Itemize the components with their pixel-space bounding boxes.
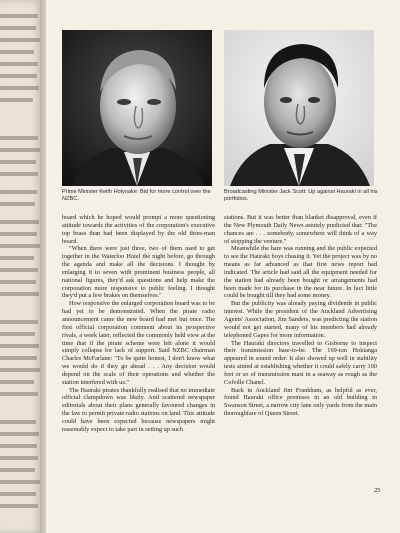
photo-caption-left: Prime Minister Keith Holyoake: Bid for more control over the NZBC. bbox=[62, 189, 211, 202]
paragraph: Meanwhile the hare was running and the public expected to see the Hauraki boys chasing it. Yet the project was by no means as far advanced as that first news report had indicated. The article had said all the equipment needed for the station had already been bought or arrangements had been made for its purchase in the near future. In fact little could be bought till they had some money. bbox=[224, 245, 377, 300]
article-column-left bbox=[62, 214, 215, 434]
photo-caption-right: Broadcasting Minister Jack Scott: Up against Hauraki in all his portfolios. bbox=[224, 189, 378, 202]
photo-keith-holyoake bbox=[62, 30, 212, 186]
book-page bbox=[46, 0, 400, 533]
paragraph: board which he hoped would prompt a more questioning attitude towards the activities of the corporation's executive top brass than had been displayed by the old three-man board. bbox=[62, 214, 215, 245]
paragraph: But the publicity was already paying dividends in public interest. While the president of the Auckland Advertising Agents' Association, Jim Sanders, was predicting the station would not get started, many of his members had already telephoned Gapes for more information. bbox=[224, 300, 377, 339]
paragraph: stations. But it was better than blanket disapproval, even if the New Plymouth Daily News astutely predicted that: "The chances are . . . somebody, somewhere will think of a way of stopping the venture." bbox=[224, 214, 377, 245]
facing-page bbox=[0, 0, 44, 533]
paragraph: "When there were just three, two of them used to get together in the Waterloo Hotel the night before, go through the agenda and make all the decisions. I thought by enlarging it to seven with prominent business people, all national figures, they'd ask questions and help make the corporation more responsive to public feeling. I thought they'd put a few brakes on themselves." bbox=[62, 245, 215, 300]
paragraph: The Hauraki pirates thankfully realised that no immediate official clampdown was likely. And scattered newspaper editorials about their plans generally favoured changes in the law to permit private radio stations on land. This attitude could have been expected because newspapers might reasonably expect to take part in setting up such bbox=[62, 386, 215, 433]
paragraph: Back in Auckland Jim Frankham, as helpful as ever, found Hauraki office premises in an old building in Swanson Street, a narrow city lane only yards from the main thoroughfare of Queen Street. bbox=[224, 386, 377, 418]
article-column-right bbox=[224, 214, 377, 418]
photo-jack-scott bbox=[224, 30, 374, 186]
paragraph: The Hauraki directors travelled to Gisborne to inspect their transmission base-to-be. The 169-ton Hokianga appeared in sound order. It also showed up well in stability tests aimed at establishing whether it could safely carry 100 feet or so of transmission mast in a seaway as rough as the Colville Chanel. bbox=[224, 339, 377, 386]
page-number: 25 bbox=[374, 487, 381, 494]
paragraph: How responsive the enlarged corporation board was to be had yet to be demonstrated. When the pirate radio announcement came the new board had met but once. The first official corporation comment about its prospective rivals, a week later, reflected the commonly held view at the time that if the pirate scheme were left alone it would simply collapse for lack of support. Said NZBC chairman Charles McFarlane: "To be quite honest, I don't know what we would do if they go ahead . . . Any decision would depend on the scale of their operations and whether the station interfered with us." bbox=[62, 300, 215, 386]
